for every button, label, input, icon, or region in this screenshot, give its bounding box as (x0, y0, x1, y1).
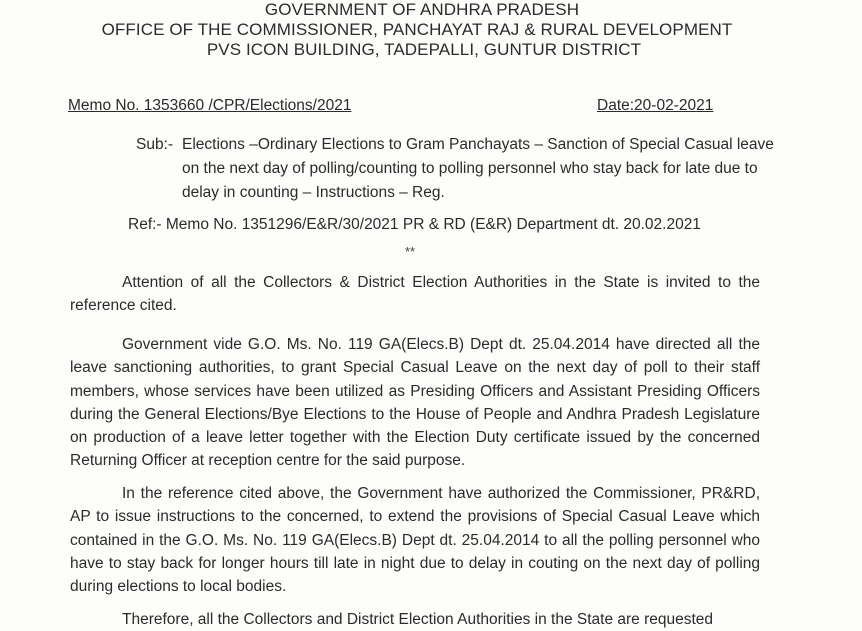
separator-stars: ** (405, 244, 416, 259)
reference-line: Ref:- Memo No. 1351296/E&R/30/2021 PR & RD (E&R) Department dt. 20.02.2021 (128, 216, 701, 233)
paragraph-attention: Attention of all the Collectors & District Election Authorities in the State is invited to the reference cited. (70, 274, 760, 315)
letterhead-government: GOVERNMENT OF ANDHRA PRADESH (264, 0, 580, 19)
paragraph-government-order: Government vide G.O. Ms. No. 119 GA(Elecs.B) Dept dt. 25.04.2014 have directed all the leave sanctioning authorities, to grant Special Casual Leave on the next day of poll to their staff members, whose services have been utilized as Presiding Officers and Assistant Presiding Officers during the General Elections/Bye Elections to the House of People and Andhra Pradesh Legislature on production of a leave letter together with the Election Duty certificate issued by the concerned Returning Officer at reception centre for the said purpose. (70, 336, 760, 470)
letterhead-office: OFFICE OF THE COMMISSIONER, PANCHAYAT RAJ & RURAL DEVELOPMENT (101, 20, 733, 39)
subject-block (136, 133, 776, 205)
letterhead-address: PVS ICON BUILDING, TADEPALLI, GUNTUR DISTRICT (206, 40, 642, 59)
memo-number: Memo No. 1353660 /CPR/Elections/2021 (68, 97, 352, 114)
subject-text: Elections –Ordinary Elections to Gram Panchayats – Sanction of Special Casual leave on the next day of polling/counting to polling personnel who stay back for late due to delay in counting – Instructions – Reg. (182, 136, 774, 201)
memo-date: Date:20-02-2021 (597, 97, 714, 114)
letterhead (0, 0, 862, 60)
subject-label: Sub:- (136, 136, 174, 153)
paragraph-authorization: In the reference cited above, the Government have authorized the Commissioner, PR&RD, AP to issue instructions to the concerned, to extend the provisions of Special Casual Leave which contained in the G.O. Ms. No. 119 GA(Elecs.B) Dept dt. 25.04.2014 to all the polling personnel who have to stay back for longer hours till late in night due to delay in couting on the next day of polling during elections to local bodies. (70, 485, 760, 596)
paragraph-therefore: Therefore, all the Collectors and District Election Authorities in the State are requested (122, 611, 714, 628)
